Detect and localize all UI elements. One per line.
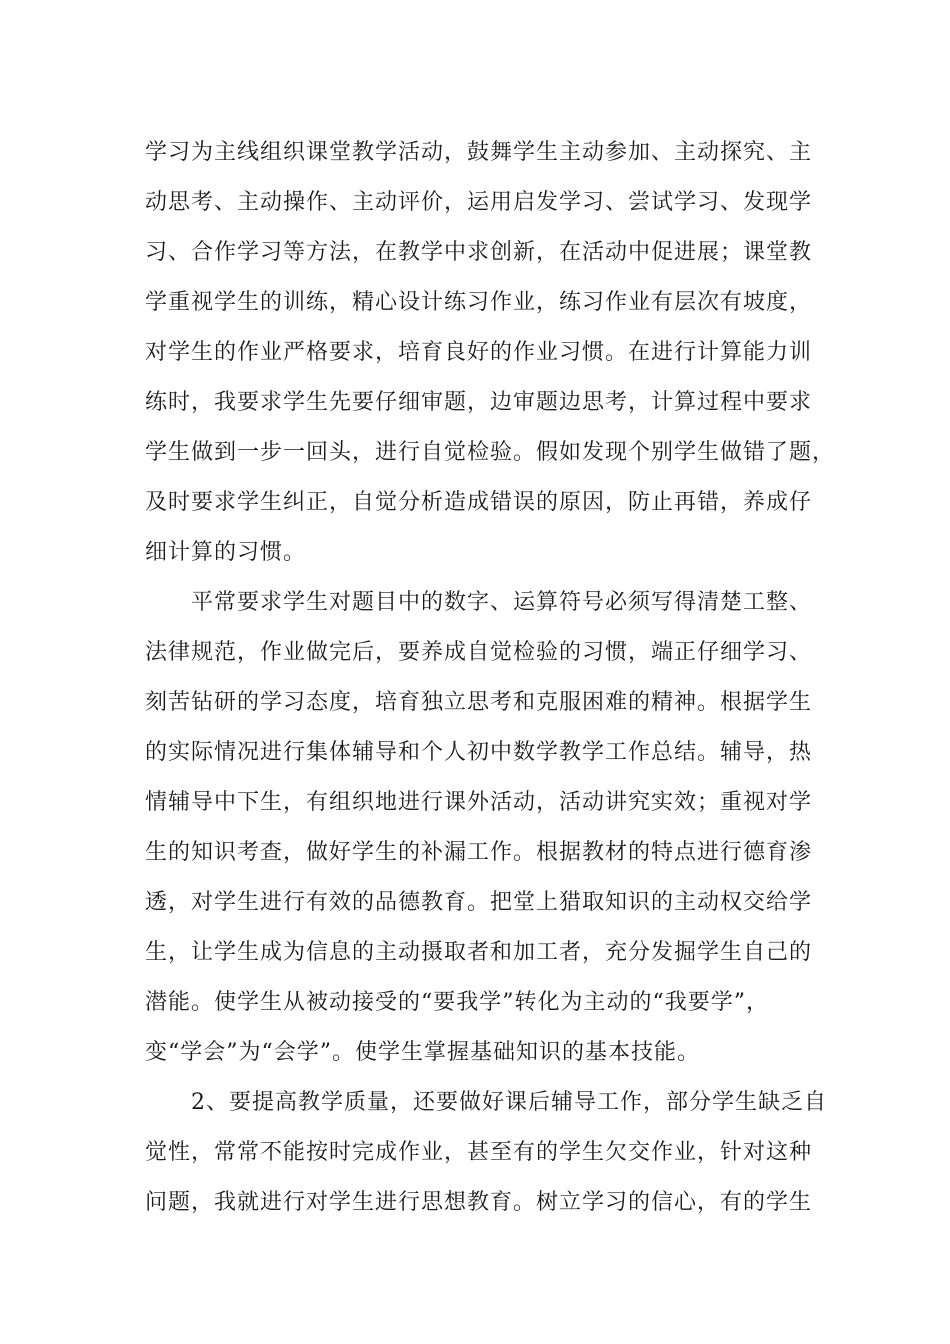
text-line: 生，让学生成为信息的主动摄取者和加工者，充分发掘学生自己的 [145,940,813,965]
text-line: 情辅导中下生，有组织地进行课外活动，活动讲究实效；重视对学 [145,790,813,815]
text-line: 刻苦钻研的学习态度，培育独立思考和克服困难的精神。根据学生 [145,690,813,715]
text-line: 动思考、主动操作、主动评价，运用启发学习、尝试学习、发现学 [145,190,813,215]
text-line: 透，对学生进行有效的品德教育。把堂上猎取知识的主动权交给学 [145,890,813,915]
text-line: 生的知识考查，做好学生的补漏工作。根据教材的特点进行德育渗 [145,840,813,865]
text-line: 学重视学生的训练，精心设计练习作业，练习作业有层次有坡度， [145,290,813,315]
text-line: 及时要求学生纠正，自觉分析造成错误的原因，防止再错，养成仔 [145,490,813,515]
text-line: 觉性，常常不能按时完成作业，甚至有的学生欠交作业，针对这种 [145,1140,813,1165]
paragraph-first-line: 平常要求学生对题目中的数字、运算符号必须写得清楚工整、 [191,590,813,615]
body-text [145,128,835,1228]
paragraph-first-line: 2、要提高教学质量，还要做好课后辅导工作，部分学生缺乏自 [191,1090,827,1115]
text-line: 学习为主线组织课堂教学活动，鼓舞学生主动参加、主动探究、主 [145,140,813,165]
text-line: 练时，我要求学生先要仔细审题，边审题边思考，计算过程中要求 [145,390,813,415]
text-line: 习、合作学习等方法，在教学中求创新，在活动中促进展；课堂教 [145,240,813,265]
text-line: 学生做到一步一回头，进行自觉检验。假如发现个别学生做错了题， [145,440,836,465]
text-line: 细计算的习惯。 [145,540,307,565]
text-line: 潜能。使学生从被动接受的“要我学”转化为主动的“我要学”， [145,990,769,1015]
text-line: 问题，我就进行对学生进行思想教育。树立学习的信心，有的学生 [145,1190,813,1215]
text-line: 变“学会”为“会学”。使学生掌握基础知识的基本技能。 [145,1040,700,1065]
text-line: 的实际情况进行集体辅导和个人初中数学教学工作总结。辅导，热 [145,740,813,765]
text-line: 对学生的作业严格要求，培育良好的作业习惯。在进行计算能力训 [145,340,813,365]
text-line: 法律规范，作业做完后，要养成自觉检验的习惯，端正仔细学习、 [145,640,813,665]
